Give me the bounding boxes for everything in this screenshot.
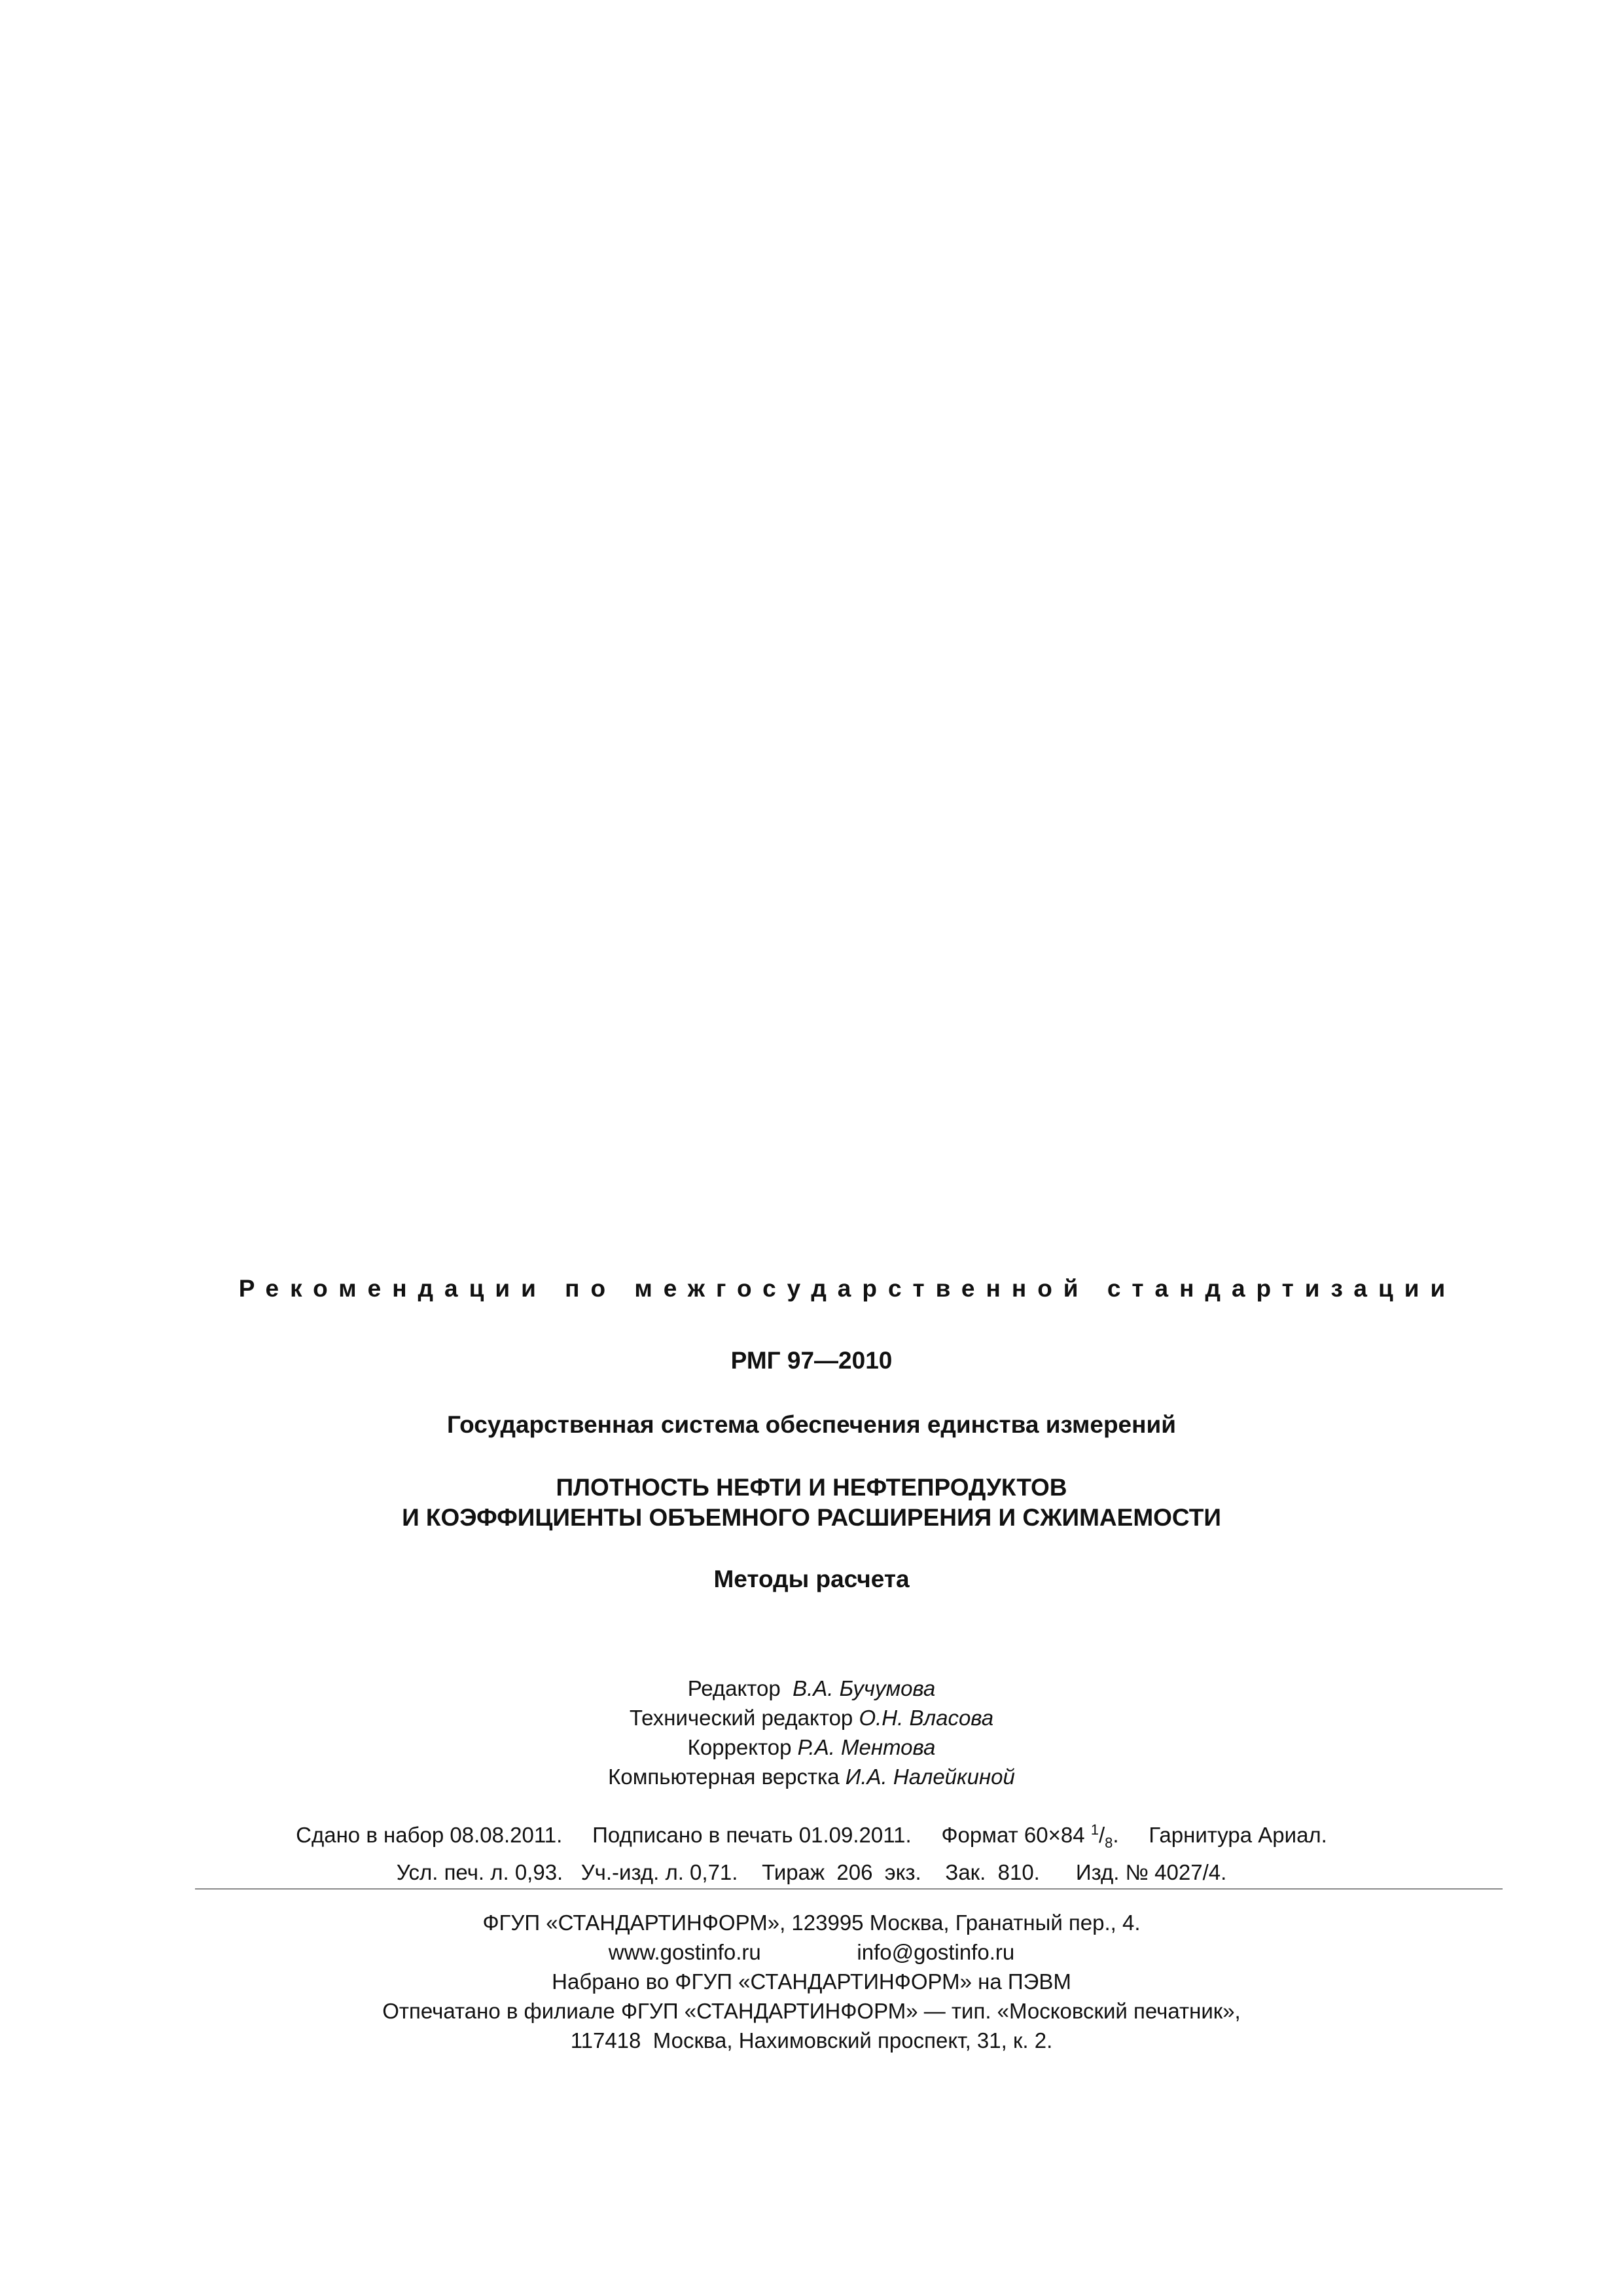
measurement-system-heading: Государственная система обеспечения единства измерений [447, 1411, 1176, 1438]
credit-layout-name: И.А. Налейкиной [845, 1765, 1015, 1789]
title-line-2: И КОЭФФИЦИЕНТЫ ОБЪЕМНОГО РАСШИРЕНИЯ И СЖИМАЕМОСТИ [402, 1504, 1221, 1531]
publisher-block [0, 1908, 1623, 2055]
credit-editor-role: Редактор [687, 1676, 781, 1700]
divider-line [195, 1888, 1503, 1890]
document-title [0, 1473, 1623, 1533]
document-designation: РМГ 97—2010 [730, 1347, 893, 1374]
imprint-format: Формат 60×84 $^1/_8$. [941, 1821, 1119, 1851]
credit-tech-editor [0, 1703, 1623, 1732]
imprint-signed: Подписано в печать 01.09.2011. [592, 1823, 912, 1847]
imprint-block [0, 1815, 1623, 1887]
credit-layout-role: Компьютерная верстка [608, 1765, 840, 1789]
credits-block [0, 1674, 1623, 1791]
title-line-1: ПЛОТНОСТЬ НЕФТИ И НЕФТЕПРОДУКТОВ [556, 1474, 1067, 1501]
imprint-format-denominator: 8 [1105, 1834, 1113, 1851]
imprint-typeset: Сдано в набор 08.08.2011. [296, 1823, 563, 1847]
publisher-contacts [0, 1937, 1623, 1967]
publisher-address: ФГУП «СТАНДАРТИНФОРМ», 123995 Москва, Гранатный пер., 4. [482, 1910, 1141, 1935]
series-heading: Рекомендации по межгосударственной стандартизации [238, 1275, 1457, 1302]
imprint-format-numerator: 1 [1090, 1821, 1099, 1838]
imprint-typeface: Гарнитура Ариал. [1149, 1823, 1327, 1847]
publisher-website[interactable]: www.gostinfo.ru [608, 1940, 761, 1964]
credit-editor-name: В.А. Бучумова [793, 1676, 936, 1700]
credit-tech-editor-name: О.Н. Власова [859, 1706, 994, 1730]
credit-tech-editor-role: Технический редактор [629, 1706, 853, 1730]
credit-editor [0, 1674, 1623, 1703]
credit-proofreader-role: Корректор [687, 1735, 792, 1759]
imprint-line-1 [0, 1815, 1623, 1857]
credit-proofreader [0, 1732, 1623, 1762]
credit-layout [0, 1762, 1623, 1791]
imprint-format-prefix: Формат 60×84 [941, 1823, 1085, 1847]
credit-proofreader-name: Р.А. Ментова [797, 1735, 936, 1759]
publisher-printer-address: 117418 Москва, Нахимовский проспект, 31, к. 2. [570, 2028, 1053, 2053]
publisher-typeset-at: Набрано во ФГУП «СТАНДАРТИНФОРМ» на ПЭВМ [552, 1969, 1071, 1994]
imprint-line-2: Усл. печ. л. 0,93. Уч.-изд. л. 0,71. Тираж 206 экз. Зак. 810. Изд. № 4027/4. [396, 1859, 1227, 1884]
document-subtitle: Методы расчета [713, 1566, 910, 1592]
publisher-printed-at: Отпечатано в филиале ФГУП «СТАНДАРТИНФОРМ» — тип. «Московский печатник», [382, 1999, 1241, 2023]
publisher-email[interactable]: info@gostinfo.ru [857, 1940, 1015, 1964]
